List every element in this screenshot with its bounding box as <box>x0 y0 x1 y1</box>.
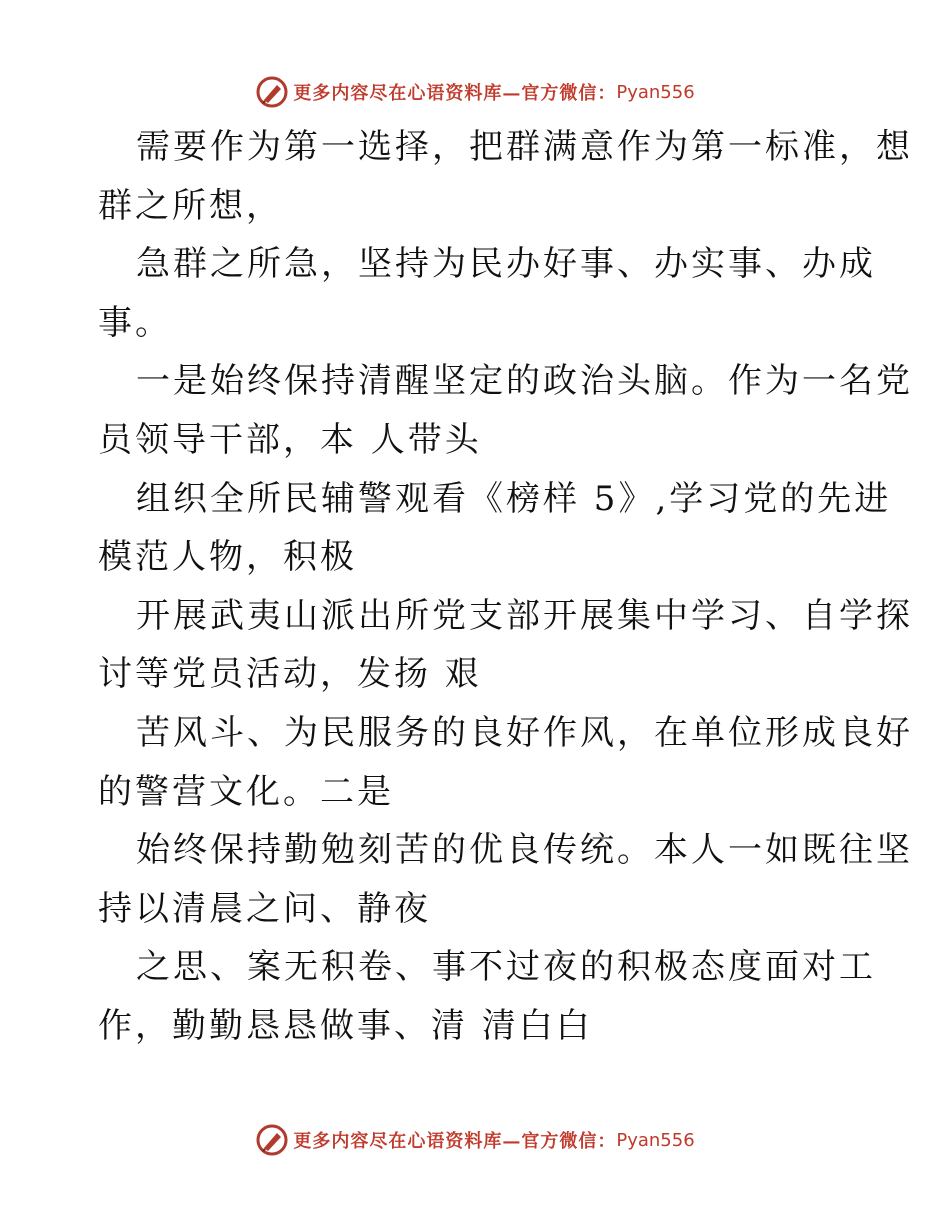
pen-logo-icon <box>255 1123 289 1157</box>
text-line: 一是始终保持清醒坚定的政治头脑。作为一名党 <box>136 361 913 402</box>
text-line: 讨等党员活动，发扬 艰 <box>98 654 482 695</box>
text-line: 组织全所民辅警观看《榜样 5》,学习党的先进 <box>136 478 892 519</box>
text-line: 之思、案无积卷、事不过夜的积极态度面对工 <box>136 947 876 988</box>
text-line: 需要作为第一选择，把群满意作为第一标准，想 <box>136 127 913 167</box>
banner-wechat-id: Pyan556 <box>616 1129 695 1151</box>
text-line: 急群之所急，坚持为民办好事、办实事、办成 <box>136 244 876 285</box>
pen-logo-icon <box>255 75 289 109</box>
text-line: 苦风斗、为民服务的良好作风，在单位形成良好 <box>136 712 913 753</box>
text-line: 员领导干部，本 人带头 <box>98 419 482 460</box>
text-line: 群之所想， <box>98 185 283 226</box>
text-line: 的警营文化。二是 <box>98 771 394 812</box>
text-line: 事。 <box>98 302 172 343</box>
banner-text: 更多内容尽在心语资料库—官方微信： <box>293 83 617 104</box>
footer-banner <box>0 1118 950 1162</box>
text-line: 始终保持勤勉刻苦的优良传统。本人一如既往坚 <box>136 830 913 871</box>
text-line: 开展武夷山派出所党支部开展集中学习、自学探 <box>136 595 913 636</box>
banner-text: 更多内容尽在心语资料库—官方微信： <box>293 1131 617 1152</box>
text-line: 持以清晨之问、静夜 <box>98 888 431 929</box>
text-line: 模范人物，积极 <box>98 537 357 578</box>
text-line: 作，勤勤恳恳做事、清 清白白 <box>98 1005 593 1046</box>
header-banner <box>0 70 950 114</box>
banner-wechat-id: Pyan556 <box>616 81 695 103</box>
document-body <box>98 118 913 1056</box>
